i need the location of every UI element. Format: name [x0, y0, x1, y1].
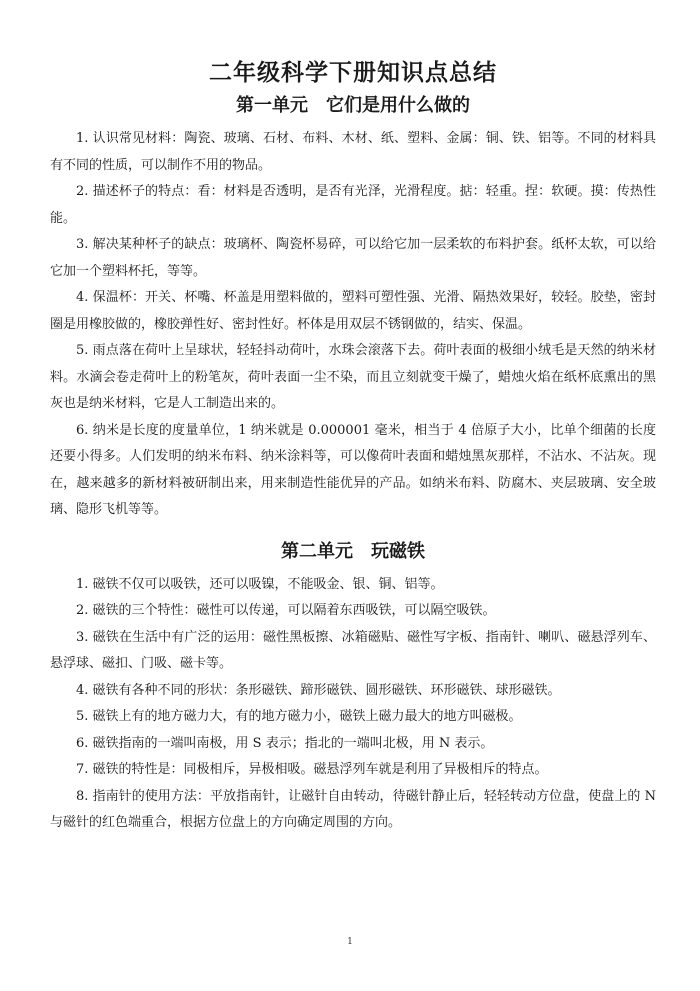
unit-2-item-6: 6. 磁铁指南的一端叫南极，用 S 表示；指北的一端叫北极，用 N 表示。	[76, 735, 494, 751]
unit-2-item-8: 8. 指南针的使用方法：平放指南针，让磁针自由转动，待磁针静止后，轻轻转动方位盘，使盘上的 N 与磁针的红色端重合，根据方位盘上的方向确定周围的方向。	[50, 788, 656, 830]
unit-2-item-4: 4. 磁铁有各种不同的形状：条形磁铁、蹄形磁铁、圆形磁铁、环形磁铁、球形磁铁。	[76, 682, 561, 698]
page-number: 1	[347, 937, 353, 947]
unit-1-item-3: 3. 解决某种杯子的缺点：玻璃杯、陶瓷杯易碎，可以给它加一层柔软的布料护套。纸杯太软，可以给它加一个塑料杯托，等等。	[50, 237, 656, 279]
unit-2-section	[50, 538, 656, 837]
unit-1-section	[50, 92, 656, 524]
unit-1-item-6: 6. 纳米是长度的度量单位，1 纳米就是 0.000001 毫米，相当于 4 倍原子大小，比单个细菌的长度还要小得多。人们发明的纳米布料、纳米涂料等，可以像荷叶表面和蜡烛黑灰那样，不沾水、不沾灰。现在，越来越多的新材料被研制出来，用来制造性能优异的产品。如纳米布料、防腐木、夹层玻璃、安全玻璃、隐形飞机等等。	[50, 422, 656, 517]
unit-2-heading: 第二单元 玩磁铁	[281, 540, 425, 562]
unit-2-item-2: 2. 磁铁的三个特性：磁性可以传递，可以隔着东西吸铁，可以隔空吸铁。	[76, 603, 496, 618]
unit-2-item-3: 3. 磁铁在生活中有广泛的运用：磁性黑板擦、冰箱磁贴、磁性写字板、指南针、喇叭、磁悬浮列车、悬浮球、磁扣、门吸、磁卡等。	[50, 629, 656, 671]
unit-2-item-1: 1. 磁铁不仅可以吸铁，还可以吸镍，不能吸金、银、铜、铝等。	[76, 576, 444, 592]
unit-2-items	[50, 572, 656, 837]
unit-1-items	[50, 126, 656, 524]
unit-1-item-5: 5. 雨点落在荷叶上呈球状，轻轻抖动荷叶，水珠会滚落下去。荷叶表面的极细小绒毛是天然的纳米材料。水滴会卷走荷叶上的粉笔灰，荷叶表面一尘不染，而且立刻就变干燥了，蜡烛火焰在纸杯底熏出的黑灰也是纳米材料，它是人工制造出来的。	[50, 343, 656, 411]
unit-1-item-4: 4. 保温杯：开关、杯嘴、杯盖是用塑料做的，塑料可塑性强、光滑、隔热效果好，较轻。胶垫，密封圈是用橡胶做的，橡胶弹性好、密封性好。杯体是用双层不锈钢做的，结实、保温。	[50, 290, 656, 332]
unit-1-item-2: 2. 描述杯子的特点：看：材料是否透明，是否有光泽，光滑程度。掂：轻重。捏：软硬。摸：传热性能。	[50, 184, 656, 226]
unit-1-item-1: 1. 认识常见材料：陶瓷、玻璃、石材、布料、木材、纸、塑料、金属：铜、铁、铝等。不同的材料具有不同的性质，可以制作不用的物品。	[50, 131, 656, 173]
unit-2-item-7: 7. 磁铁的特性是：同极相斥，异极相吸。磁悬浮列车就是利用了异极相斥的特点。	[76, 762, 548, 777]
document-title: 二年级科学下册知识点总结	[209, 60, 497, 86]
unit-2-item-5: 5. 磁铁上有的地方磁力大，有的地方磁力小，磁铁上磁力最大的地方叫磁极。	[76, 709, 522, 724]
unit-1-heading: 第一单元 它们是用什么做的	[236, 95, 470, 116]
